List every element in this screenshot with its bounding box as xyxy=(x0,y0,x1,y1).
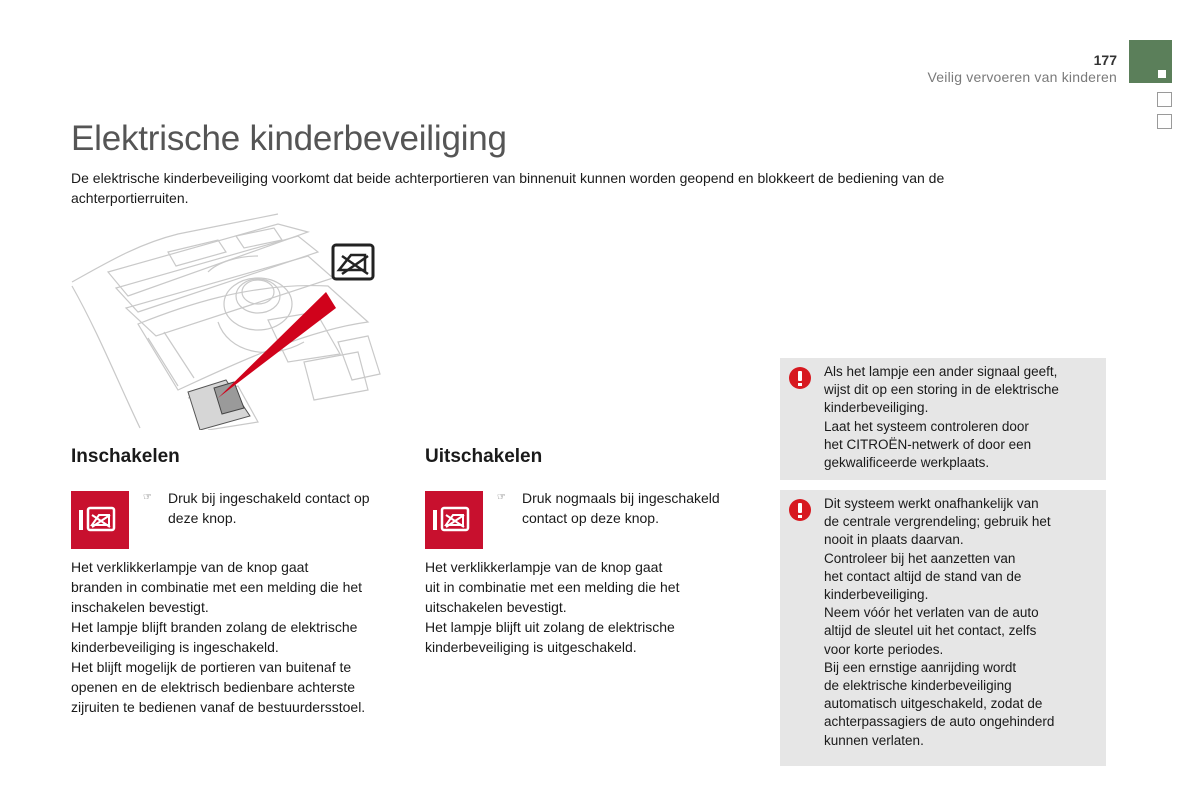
text-line: automatisch uitgeschakeld, zodat de xyxy=(824,696,1043,712)
text-line: kinderbeveiliging is ingeschakeld. xyxy=(71,639,279,655)
deactivate-step-text: Druk nogmaals bij ingeschakeld contact op deze knop. xyxy=(522,490,720,526)
child-lock-icon xyxy=(425,491,483,549)
console-illustration xyxy=(68,212,408,430)
chapter-tab-empty xyxy=(1157,114,1172,129)
warning-note xyxy=(780,358,1106,480)
deactivate-heading: Uitschakelen xyxy=(425,446,543,467)
section-title: Veilig vervoeren van kinderen xyxy=(927,69,1117,85)
child-lock-button[interactable] xyxy=(425,491,483,549)
warning-note-text xyxy=(824,495,1054,750)
text-line: Neem vóór het verlaten van de auto xyxy=(824,605,1039,621)
text-line: altijd de sleutel uit het contact, zelfs xyxy=(824,623,1037,639)
child-lock-icon xyxy=(71,491,129,549)
text-line: gekwalificeerde werkplaats. xyxy=(824,455,990,471)
chapter-tab-marker xyxy=(1158,70,1166,78)
pointing-hand-icon: ☞ xyxy=(497,492,506,503)
warning-icon xyxy=(789,499,811,521)
warning-icon xyxy=(789,367,811,389)
activate-step xyxy=(143,488,403,528)
deactivate-step xyxy=(497,488,757,528)
text-line: Het verklikkerlampje van de knop gaat xyxy=(71,559,309,575)
text-line: kinderbeveiliging. xyxy=(824,587,929,603)
warning-note xyxy=(780,490,1106,766)
deactivate-description xyxy=(425,557,755,657)
text-line: Dit systeem werkt onafhankelijk van xyxy=(824,496,1039,511)
text-line: het contact altijd de stand van de xyxy=(824,568,1022,584)
activate-heading: Inschakelen xyxy=(71,446,180,467)
text-line: Het verklikkerlampje van de knop gaat xyxy=(425,559,663,575)
text-line: achterpassagiers de auto ongehinderd xyxy=(824,714,1055,730)
text-line: Het lampje blijft branden zolang de elektrische xyxy=(71,619,358,635)
text-line: kinderbeveiliging. xyxy=(824,400,929,416)
text-line: Bij een ernstige aanrijding wordt xyxy=(824,659,1017,675)
text-line: Als het lampje een ander signaal geeft, xyxy=(824,364,1058,379)
text-line: uit in combinatie met een melding die het xyxy=(425,579,680,595)
text-line: openen en de elektrisch bedienbare achterste xyxy=(71,679,356,695)
page-title: Elektrische kinderbeveiliging xyxy=(71,119,507,158)
text-line: Het blijft mogelijk de portieren van buitenaf te xyxy=(71,659,352,675)
activate-step-text: Druk bij ingeschakeld contact op deze knop. xyxy=(168,490,370,526)
pointing-hand-icon: ☞ xyxy=(143,492,152,503)
text-line: wijst dit op een storing in de elektrische xyxy=(824,382,1059,398)
text-line: voor korte periodes. xyxy=(824,641,944,657)
text-line: het CITROËN-netwerk of door een xyxy=(824,436,1032,452)
text-line: de elektrische kinderbeveiliging xyxy=(824,678,1012,694)
child-lock-window-icon xyxy=(333,245,373,279)
activate-description xyxy=(71,557,411,717)
chapter-tab xyxy=(1129,40,1172,83)
text-line: Het lampje blijft uit zolang de elektrische xyxy=(425,619,675,635)
text-line: zijruiten te bedienen vanaf de bestuurdersstoel. xyxy=(71,699,366,715)
warning-note-text xyxy=(824,363,1059,472)
page-number: 177 xyxy=(1093,52,1117,68)
text-line: de centrale vergrendeling; gebruik het xyxy=(824,514,1051,530)
child-lock-button[interactable] xyxy=(71,491,129,549)
text-line: Laat het systeem controleren door xyxy=(824,418,1029,434)
text-line: nooit in plaats daarvan. xyxy=(824,532,964,548)
text-line: Controleer bij het aanzetten van xyxy=(824,550,1016,566)
chapter-tab-empty xyxy=(1157,92,1172,107)
text-line: uitschakelen bevestigt. xyxy=(425,599,567,615)
intro-paragraph: De elektrische kinderbeveiliging voorkomt dat beide achterportieren van binnenuit kunnen worden geopend en blokkeert de bediening van de achterportierruiten. xyxy=(71,170,945,206)
text-line: inschakelen bevestigt. xyxy=(71,599,209,615)
text-line: kunnen verlaten. xyxy=(824,732,924,748)
text-line: kinderbeveiliging is uitgeschakeld. xyxy=(425,639,637,655)
text-line: branden in combinatie met een melding die het xyxy=(71,579,363,595)
